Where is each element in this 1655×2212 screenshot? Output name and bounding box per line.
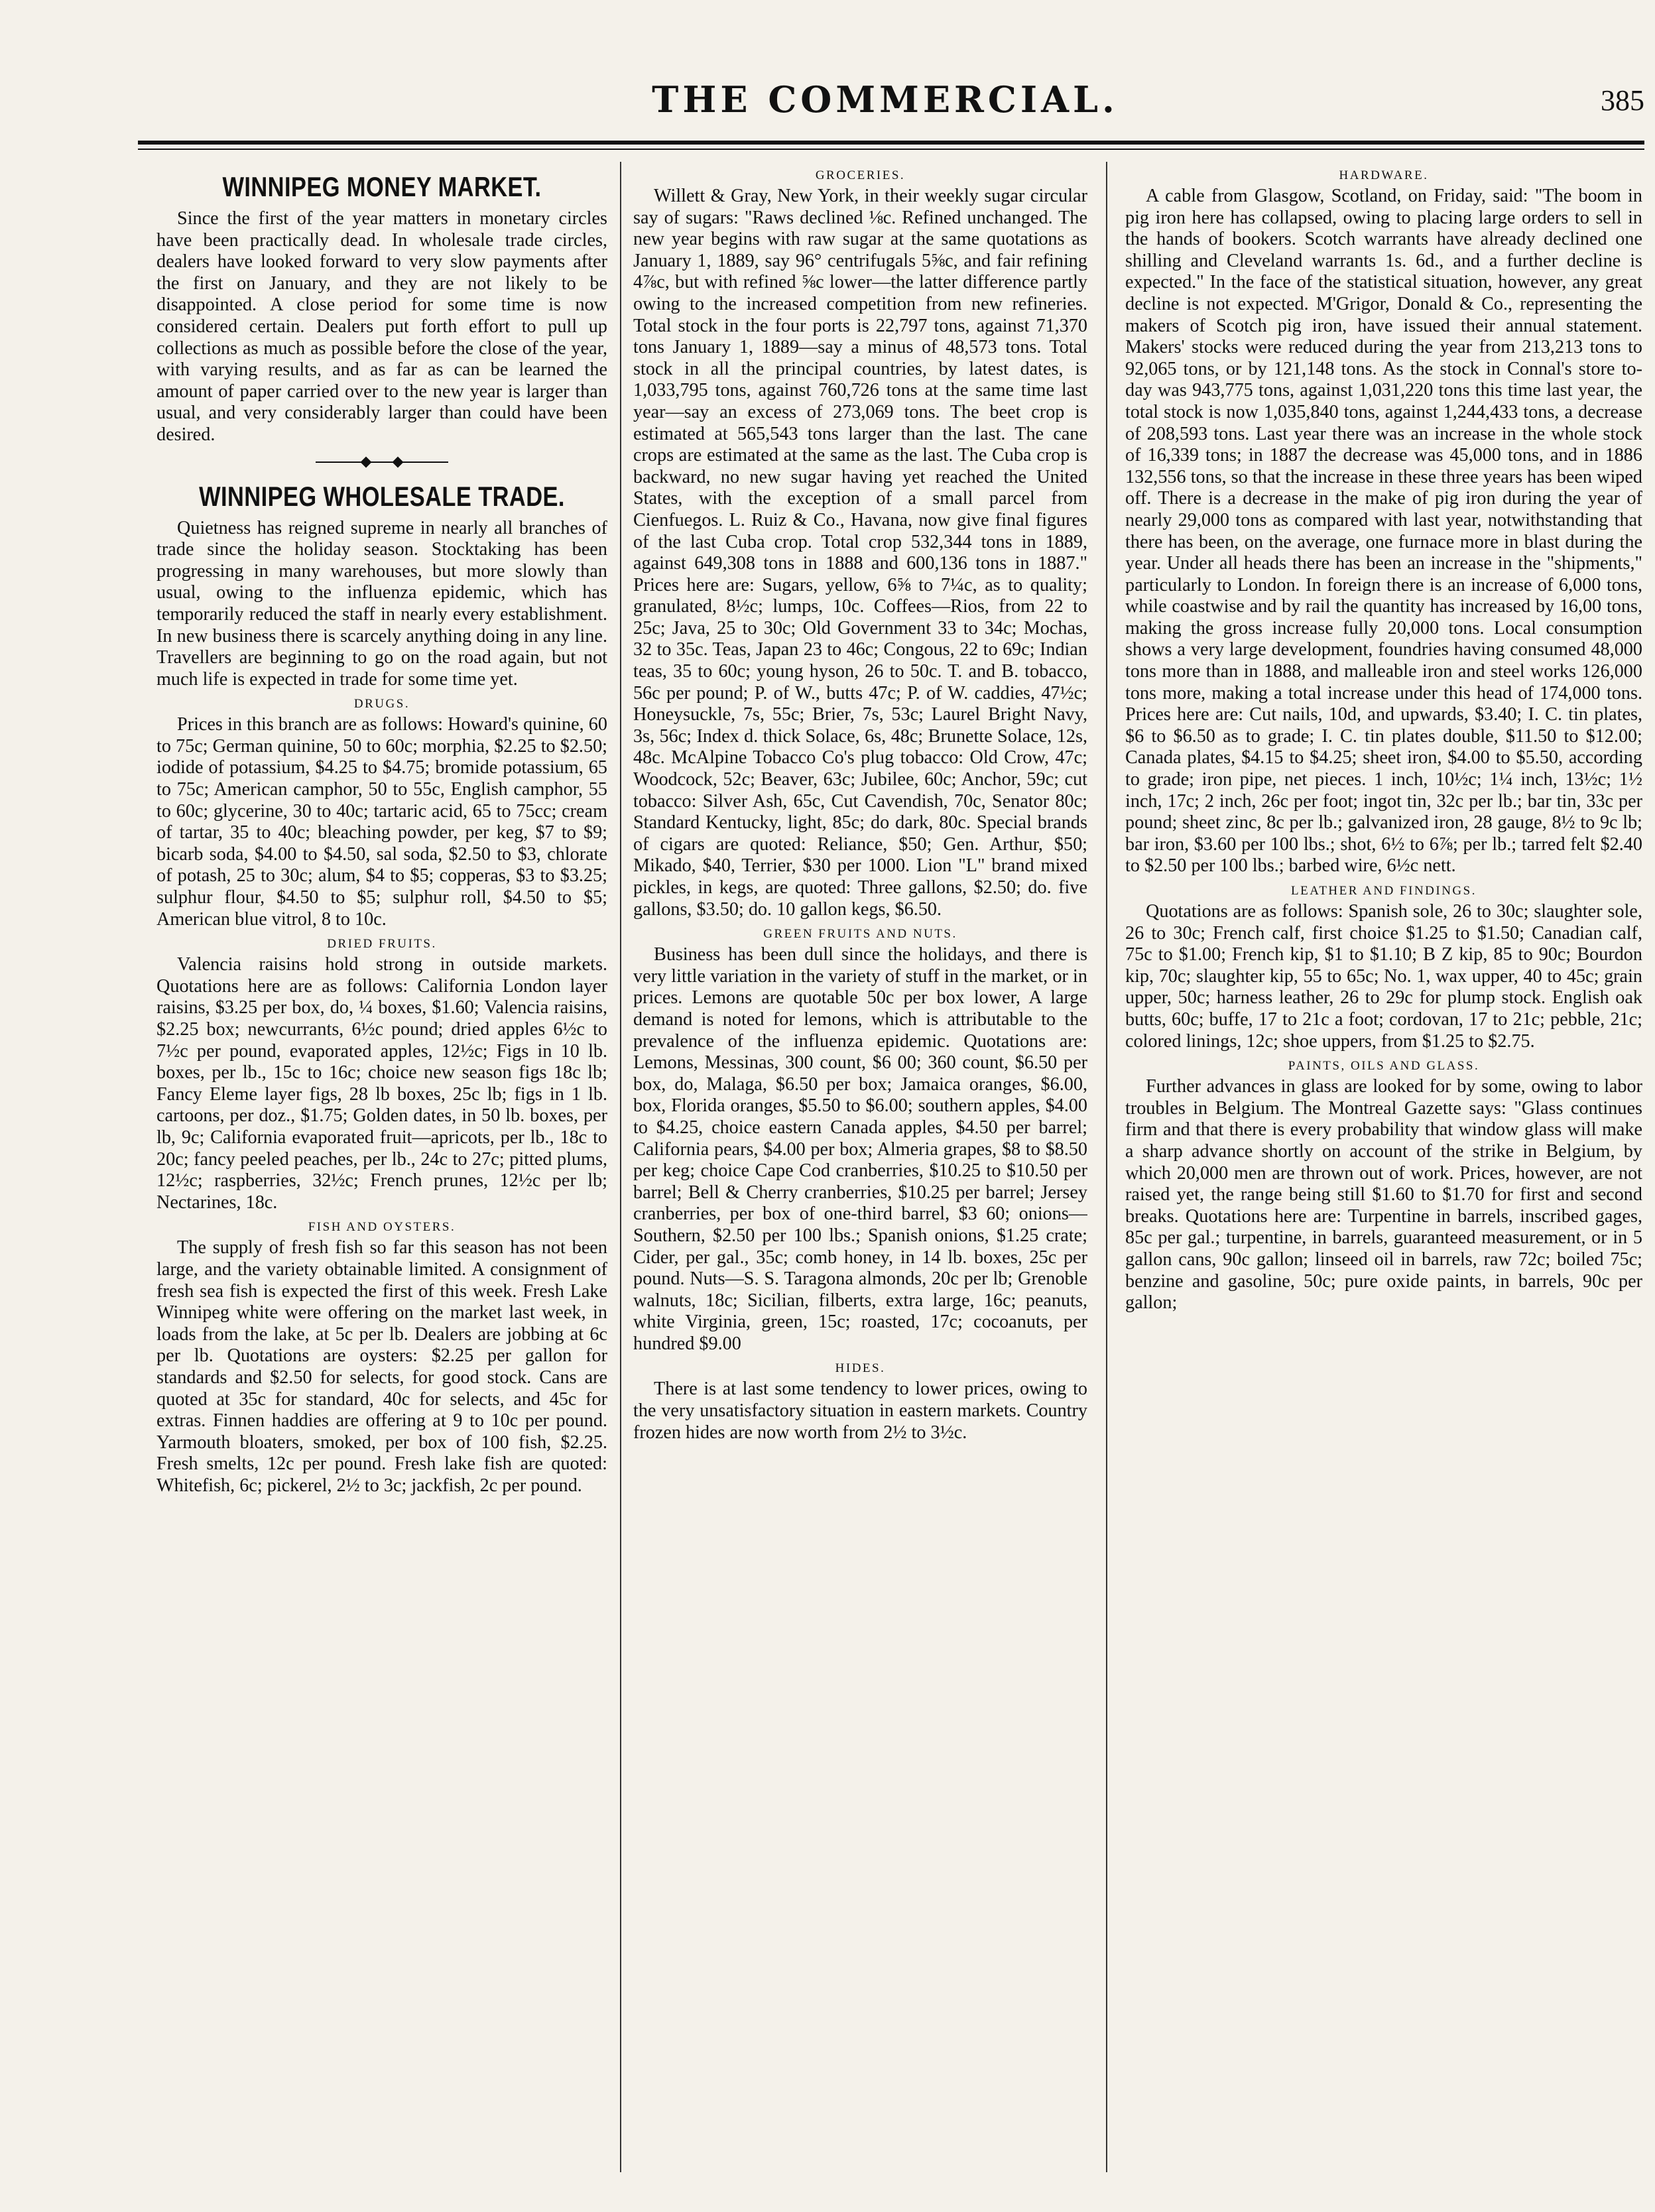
- wholesale-trade-heading: WINNIPEG WHOLESALE TRADE.: [199, 480, 565, 512]
- paints-heading: PAINTS, OILS AND GLASS.: [1288, 1059, 1480, 1074]
- masthead-rule-thin: [138, 149, 1644, 150]
- column-rule-2: [1106, 162, 1107, 2172]
- fish-text: The supply of fresh fish so far this season has not been large, and the variety obtainable limited. A consignment of fresh sea fish is expected the first of this week. Fresh Lake Winnipeg white were offering on the market last week, in loads from the lake, at 5c per lb. Dealers are jobbing at 6c per lb. Quotations are oysters: $2.25 per gallon for standards and $2.50 for selects, for good stock. Cans are quoted at 35c for standard, 40c for selects, and 45c for extras. Finnen haddies are offering at 9 to 10c per pound. Yarmouth bloaters, smoked, per box of 100 fish, $2.25. Fresh smelts, 12c per pound. Fresh lake fish are quoted: Whitefish, 6c; pickerel, 2½ to 3c; jackfish, 2c per pound.: [156, 1237, 607, 1496]
- hardware-heading: HARDWARE.: [1339, 168, 1429, 182]
- column-2: [633, 162, 1087, 2172]
- dried-fruits-heading: DRIED FRUITS.: [327, 937, 437, 952]
- newspaper-title: THE COMMERCIAL.: [652, 78, 1119, 121]
- page-number: 385: [1601, 84, 1644, 117]
- hides-text: There is at last some tendency to lower prices, owing to the very unsatisfactory situation in eastern markets. Country frozen hides are now worth from 2½ to 3½c.: [633, 1379, 1087, 1443]
- column-rule-1: [620, 162, 621, 2172]
- green-fruits-text: Business has been dull since the holidays, and there is very little variation in the variety of stuff in the market, or in prices. Lemons are quotable 50c per box lower, A large demand is noted for lemons, which is attributable to the prevalence of the influenza epidemic. Quotations are: Lemons, Messinas, 300 count, $6 00; 360 count, $6.50 per box, do, Malaga, $6.50 per box; Jamaica oranges, $6.00, box, Florida oranges, $5.50 to $6.00; southern apples, $4.00 to $4.25, choice eastern Canada apples, $4.50 per barrel; California pears, $4.00 per box; Almeria grapes, $8 to $8.50 per keg; choice Cape Cod cranberries, $10.25 to $10.50 per barrel; Bell & Cherry cranberries, $10.25 per barrel; Jersey cranberries, per box of one-third barrel, $3 60; onions—Southern, $2.50 per 100 lbs.; Spanish onions, $1.25 crate; Cider, per gal., 35c; comb honey, in 14 lb. boxes, 25c per pound. Nuts—S. S. Taragona almonds, 20c per lb; Grenoble walnuts, 18c; Sicilian, filberts, extra large, 16c; peanuts, white Virginia, green, 15c; roasted, 17c; cocoanuts, per hundred $9.00: [633, 944, 1087, 1354]
- groceries-heading: GROCERIES.: [815, 168, 906, 182]
- leather-heading: LEATHER AND FINDINGS.: [1291, 884, 1477, 898]
- paints-text: Further advances in glass are looked for by some, owing to labor troubles in Belgium. The Montreal Gazette says: "Glass continues firm and that there is every probability that window glass will make a sharp advance shortly on account of the strike in Belgium, by which 20,000 men are thrown out of work. Prices, however, are not raised yet, the range being still $1.60 to $1.70 for first and second breaks. Quotations here are: Turpentine in barrels, inscribed gages, 85c per gal.; turpentine, in barrels, guaranteed measurement, or in 5 gallon cans, 90c gallon; linseed oil in barrels, raw 72c; boiled 75c; benzine and gasoline, 50c; pure oxide paints, in barrels, 90c per gallon;: [1125, 1076, 1642, 1314]
- column-1: [156, 162, 607, 2172]
- drugs-heading: DRUGS.: [353, 697, 410, 711]
- column-3: [1125, 162, 1642, 2172]
- section-divider: [316, 453, 448, 471]
- money-market-heading: WINNIPEG MONEY MARKET.: [222, 171, 542, 202]
- fish-heading: FISH AND OYSTERS.: [308, 1220, 456, 1235]
- masthead-rule-thick: [138, 141, 1644, 145]
- wholesale-trade-text: Quietness has reigned supreme in nearly all branches of trade since the holiday season. Stocktaking has been progressing in many warehouses, but more slowly than usual, owing to the influenza epidemic, which has temporarily reduced the staff in nearly every establishment. In new business there is scarcely anything doing in any line. Travellers are beginning to go on the road again, but not much life is expected in trade for some time yet.: [156, 517, 607, 690]
- money-market-text: Since the first of the year matters in monetary circles have been practically dead. In wholesale trade circles, dealers have looked forward to very slow payments after the first on January, and they are not likely to be disappointed. A close period for some time is now considered certain. Dealers put forth effort to pull up collections as much as possible before the close of the year, with varying results, and as far as can be learned the amount of paper carried over to the new year is larger than usual, and very considerably larger than could have been desired.: [156, 208, 607, 445]
- dried-fruits-text: Valencia raisins hold strong in outside markets. Quotations here are as follows: California London layer raisins, $3.25 per box, do, ¼ boxes, $1.60; Valencia raisins, $2.25 box; newcurrants, 6½c pound; dried apples 6½c to 7½c per pound, evaporated apples, 12½c; Figs in 10 lb. boxes, per lb., 15c to 16c; choice new season figs 18c lb; Fancy Eleme layer figs, 28 lb boxes, 25c lb; figs in 1 lb. cartoons, per doz., $1.75; Golden dates, in 50 lb. boxes, per lb, 9c; California evaporated fruit—apricots, per lb., 18c to 20c; fancy peeled peaches, per lb., 24c to 27c; pitted plums, 12½c; raspberries, 32½c; French prunes, 12½c per lb; Nectarines, 18c.: [156, 954, 607, 1213]
- leather-text: Quotations are as follows: Spanish sole, 26 to 30c; slaughter sole, 26 to 30c; French calf, first choice $1.25 to $1.50; Canadian calf, 75c to $1.00; French kip, $1 to $1.10; B Z kip, 85 to 90c; Bourdon kip, 70c; slaughter kip, 55 to 65c; No. 1, wax upper, 40 to 45c; grain upper, 50c; harness leather, 26 to 29c for plump stock. English oak butts, 60c; buffe, 17 to 21c a foot; cordovan, 17 to 21c; pebble, 21c; colored linings, 12c; shoe uppers, from $1.25 to $2.75.: [1125, 901, 1642, 1052]
- masthead: [126, 78, 1644, 119]
- green-fruits-heading: GREEN FRUITS AND NUTS.: [763, 927, 957, 942]
- groceries-text: Willett & Gray, New York, in their weekly sugar circular say of sugars: "Raws declined ⅛c. Refined unchanged. The new year begins with raw sugar at the same quotations as January 1, 1889, say 96° centrifugals 5⅝c, and fair refining 4⅞c, but with refined ⅝c lower—the latter difference partly owing to the increased competition from new refineries. Total stock in the four ports is 22,797 tons, against 71,370 tons January 1, 1889—say a minus of 48,573 tons. Total stock in all the principal countries, by latest dates, is 1,033,795 tons, against 760,726 tons at the same time last year—say an excess of 273,069 tons. The beet crop is estimated at 565,543 tons larger than the last. The cane crops are estimated at the same as the last. The Cuba crop is backward, no new sugar having yet reached the United States, with the exception of a small parcel from Cienfuegos. L. Ruiz & Co., Havana, now give final figures of the last Cuba crop. Total crop 532,344 tons in 1889, against 649,308 tons in 1888 and 600,136 tons in 1887." Prices here are: Sugars, yellow, 6⅝ to 7¼c, as to quality; granulated, 8½c; lumps, 10c. Coffees—Rios, from 22 to 25c; Java, 25 to 30c; Old Government 33 to 34c; Mochas, 32 to 35c. Teas, Japan 23 to 46c; Congous, 22 to 69c; Indian teas, 35 to 60c; young hyson, 26 to 50c. T. and B. tobacco, 56c per pound; P. of W., butts 47c; P. of W. caddies, 47½c; Honeysuckle, 7s, 55c; Brier, 7s, 53c; Laurel Bright Navy, 3s, 56c; Index d. thick Solace, 6s, 48c; Brunette Solace, 12s, 48c. McAlpine Tobacco Co's plug tobacco: Old Crow, 47c; Woodcock, 52c; Beaver, 63c; Jubilee, 60c; Anchor, 59c; cut tobacco: Silver Ash, 65c, Cut Cavendish, 70c, Senator 80c; Standard Kentucky, light, 85c; do dark, 80c. Special brands of cigars are quoted: Reliance, $50; Gen. Arthur, $50; Mikado, $40, Terrier, $30 per 1000. Lion "L" brand mixed pickles, in kegs, are quoted: Three gallons, $2.50; do. five gallons, $3.50; do. 10 gallon kegs, $6.50.: [633, 186, 1087, 920]
- drugs-text: Prices in this branch are as follows: Howard's quinine, 60 to 75c; German quinine, 50 to 60c; morphia, $2.25 to $2.50; iodide of potassium, $4.25 to $4.75; bromide potassium, 65 to 75c; American camphor, 50 to 55c, English camphor, 55 to 60c; glycerine, 30 to 40c; tartaric acid, 65 to 75cc; cream of tartar, 35 to 40c; bleaching powder, per keg, $7 to $9; bicarb soda, $4.00 to $4.50, sal soda, $2.50 to $3, chlorate of potash, 25 to 30c; alum, $4 to $5; copperas, $3 to $3.25; sulphur flour, $4.50 to $5; sulphur roll, $4.50 to $5; American blue vitrol, 8 to 10c.: [156, 714, 607, 930]
- hardware-text: A cable from Glasgow, Scotland, on Friday, said: "The boom in pig iron here has collapsed, owing to placing large orders to sell in the hands of bookers. Scotch warrants have already declined one shilling and Cleveland warrants 1s. 6d., and a further decline is expected." In the face of the statistical situation, however, any great decline is not expected. M'Grigor, Donald & Co., representing the makers of Scotch pig iron, have issued their annual statement. Makers' stocks were reduced during the year from 213,213 tons to 92,065 tons, or by 121,148 tons. As the stock in Connal's store to-day was 943,775 tons, against 1,031,220 tons this time last year, the total stock is now 1,035,840 tons, against 1,244,433 tons, a decrease of 208,593 tons. Last year there was an increase in the whole stock of 16,339 tons; in 1887 the decrease was 45,000 tons, and in 1886 132,556 tons, so that the increase in these three years has been wiped off. There is a decrease in the make of pig iron during the year of nearly 29,000 tons as compared with last year, notwithstanding that there has been, on the average, one furnace more in blast during the year. Under all heads there has been an increase in the "shipments," particularly to London. In foreign there is an increase of 6,000 tons, while coastwise and by rail the quantity has increased by 16,00 tons, making the gross increase fully 20,000 tons. Local consumption shows a very large development, foundries having consumed 48,000 tons more than in 1888, and malleable iron and steel works 126,000 tons more, making a total increase under this head of 174,000 tons. Prices here are: Cut nails, 10d, and upwards, $3.40; I. C. tin plates, $6 to $6.50 as to grade; I. C. tin plates double, $11.50 to $12.00; Canada plates, $4.15 to $4.25; sheet iron, $4.00 to $5.50, according to grade; iron pipe, net pieces. 1 inch, 10½c; 1¼ inch, 13½c; 1½ inch, 17c; 2 inch, 26c per foot; ingot tin, 32c per lb.; bar tin, 33c per pound; sheet zinc, 8c per lb.; galvanized iron, 28 gauge, 8½ to 9c lb; bar iron, $3.60 per 100 lbs.; shot, 6½ to 6⅞; per lb.; tarred felt $2.40 to $2.50 per 100 lbs.; barbed wire, 6½c nett.: [1125, 186, 1642, 877]
- hides-heading: HIDES.: [835, 1361, 886, 1376]
